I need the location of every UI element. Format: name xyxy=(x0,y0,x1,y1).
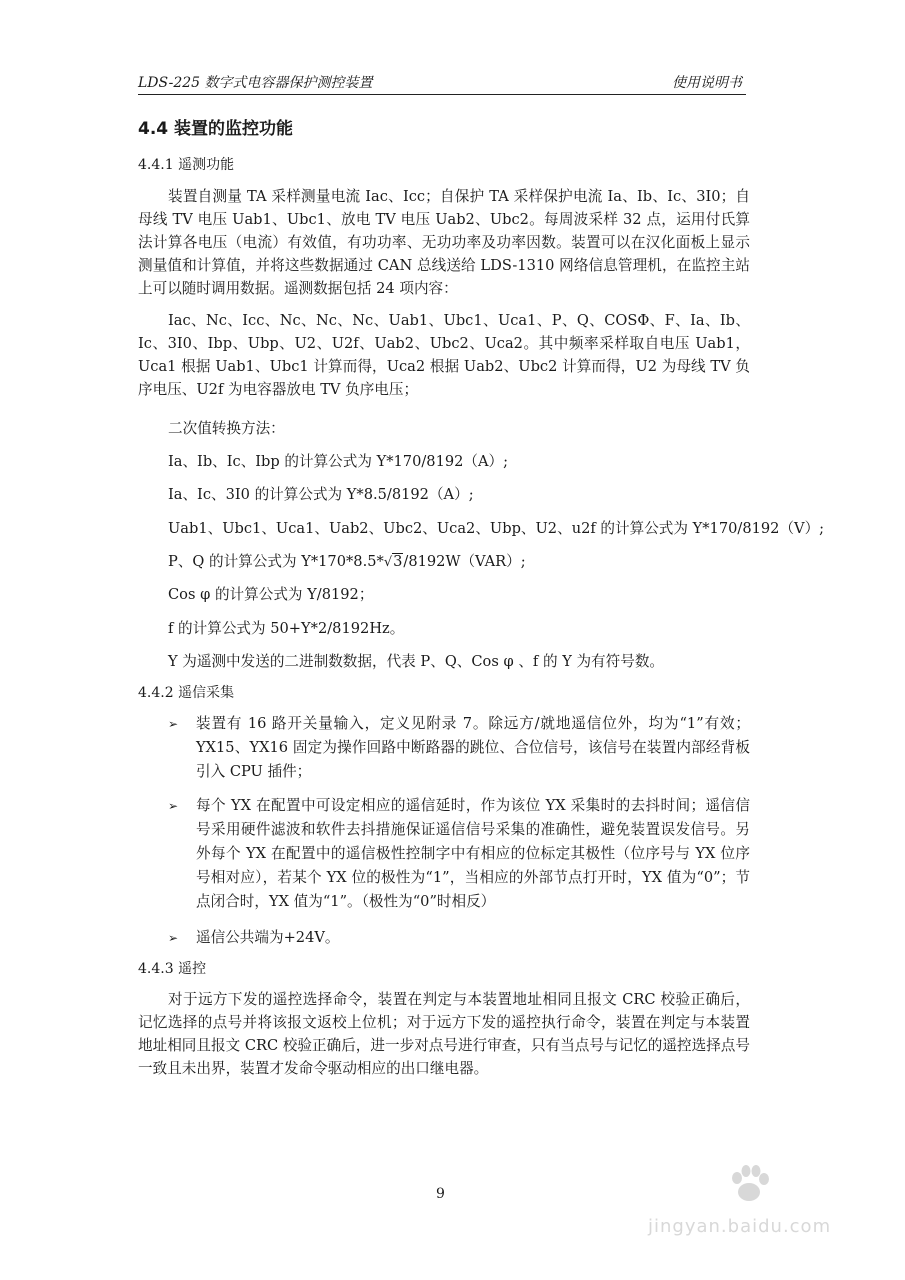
list-item-text: 装置有 16 路开关量输入，定义见附录 7。除远方/就地遥信位外，均为“1”有效；YX15、YX16 固定为操作回路中断路器的跳位、合位信号，该信号在装置内部经背板引入 CPU 插件； xyxy=(196,715,750,780)
list-item xyxy=(168,712,750,784)
page-number: 9 xyxy=(436,1186,445,1202)
telemetry-paragraph: 装置自测量 TA 采样测量电流 Iac、Icc；自保护 TA 采样保护电流 Ia、Ib、Ic、3I0；自母线 TV 电压 Uab1、Ubc1、放电 TV 电压 Uab2、Ubc2。每周波采样 32 点，运用付氏算法计算各电压（电流）有效值，有功功率、无功功率及功率因数。装置可以在汉化面板上显示测量值和计算值，并将这些数据通过 CAN 总线送给 LDS-1310 网络信息管理机，在监控主站上可以随时调用数据。遥测数据包括 24 项内容： xyxy=(138,188,750,297)
formula-power-pre: P、Q 的计算公式为 Y*170*8.5* xyxy=(168,553,384,570)
watermark-url: jingyan.baidu.com xyxy=(648,1216,832,1237)
bullet-arrow-icon: ➢ xyxy=(168,717,179,731)
list-item xyxy=(168,794,750,914)
formula-power-sqrt: 3 xyxy=(393,553,403,570)
header-right: 使用说明书 xyxy=(672,75,742,91)
paw-icon xyxy=(726,1162,772,1208)
watermark xyxy=(640,1160,860,1260)
bullet-arrow-icon: ➢ xyxy=(168,799,179,813)
formula-voltage: Uab1、Ubc1、Uca1、Uab2、Ubc2、Uca2、Ubp、U2、u2f 的计算公式为 Y*170/8192（V）; xyxy=(168,520,825,537)
list-item-text: 遥信公共端为+24V。 xyxy=(196,929,340,946)
page-header xyxy=(138,68,746,95)
section-title: 4.4 装置的监控功能 xyxy=(138,119,294,139)
bullet-arrow-icon: ➢ xyxy=(168,931,179,945)
formula-power-post: /8192W（VAR）; xyxy=(403,553,526,570)
header-title: LDS-225 数字式电容器保护测控装置 xyxy=(138,75,373,91)
list-item xyxy=(168,926,750,950)
telecontrol-paragraph: 对于远方下发的遥控选择命令，装置在判定与本装置地址相同且报文 CRC 校验正确后，记忆选择的点号并将该报文返校上位机；对于远方下发的遥控执行命令，装置在判定与本装置地址相同且报文 CRC 校验正确后，进一步对点号进行审查，只有当点号与记忆的遥控选择点号一致且未出界，装置才发命令驱动相应的出口继电器。 xyxy=(138,991,750,1077)
formula-frequency: f 的计算公式为 50+Y*2/8192Hz。 xyxy=(168,620,405,637)
subsection-title-telecontrol: 4.4.3 遥控 xyxy=(138,961,207,977)
list-item-text: 每个 YX 在配置中可设定相应的遥信延时，作为该位 YX 采集时的去抖时间；遥信信号采用硬件滤波和软件去抖措施保证遥信信号采集的准确性，避免装置误发信号。另外每个 YX 在配置中的遥信极性控制字中有相应的位标定其极性（位序号与 YX 位序号相对应），若某个 YX 位的极性为“1”，当相应的外部节点打开时，YX 值为“0”；节点闭合时，YX 值为“1”。（极性为“0”时相反） xyxy=(196,797,750,910)
formula-note: Y 为遥测中发送的二进制数数据，代表 P、Q、Cos φ 、f 的 Y 为有符号数。 xyxy=(168,653,665,670)
conversion-title: 二次值转换方法： xyxy=(168,420,285,437)
formula-current-1: Ia、Ib、Ic、Ibp 的计算公式为 Y*170/8192（A）; xyxy=(168,453,509,470)
telemetry-items-paragraph: Iac、Nc、Icc、Nc、Nc、Nc、Uab1、Ubc1、Uca1、P、Q、COSΦ、F、Ia、Ib、Ic、3I0、Ibp、Ubp、U2、U2f、Uab2、Ubc2、Uca2。其中频率采样取自电压 Uab1，Uca1 根据 Uab1、Ubc1 计算而得，Uca2 根据 Uab2、Ubc2 计算而得，U2 为母线 TV 负序电压、U2f 为电容器放电 TV 负序电压； xyxy=(138,312,750,398)
formula-power: P、Q 的计算公式为 Y*170*8.5*√3/8192W（VAR）; xyxy=(168,553,526,570)
subsection-title-telemetry: 4.4.1 遥测功能 xyxy=(138,157,235,173)
formula-current-2: Ia、Ic、3I0 的计算公式为 Y*8.5/8192（A）; xyxy=(168,486,474,503)
subsection-title-teleindication: 4.4.2 遥信采集 xyxy=(138,685,235,701)
formula-cos: Cos φ 的计算公式为 Y/8192； xyxy=(168,586,374,603)
